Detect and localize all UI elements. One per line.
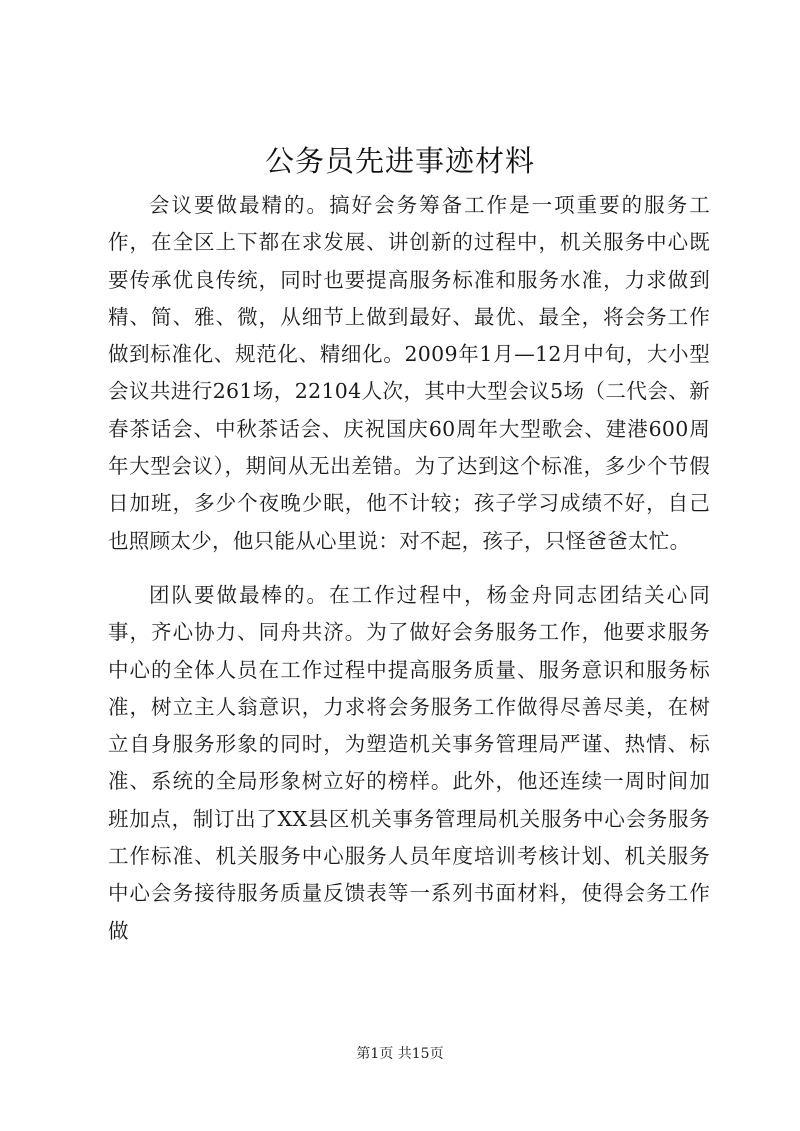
document-title: 公务员先进事迹材料 bbox=[264, 144, 535, 178]
paragraph-meeting: 会议要做最精的。搞好会务筹备工作是一项重要的服务工作，在全区上下都在求发展、讲创新的过程中，机关服务中心既要传承优良传统，同时也要提高服务标准和服务水准，力求做到精、简、雅、微，从细节上做到最好、最优、最全，将会务工作做到标准化、规范化、精细化。2009年1月—12月中旬，大小型会议共进行261场，22104人次，其中大型会议5场（二代会、新春茶话会、中秋茶话会、庆祝国庆60周年大型歌会、建港600周年大型会议），期间从无出差错。为了达到这个标准，多少个节假日加班，多少个夜晚少眠，他不计较；孩子学习成绩不好，自己也照顾太少，他只能从心里说：对不起，孩子，只怪爸爸太忙。 bbox=[108, 193, 710, 553]
page-number-footer: 第1页 共15页 bbox=[356, 1046, 444, 1062]
paragraph-team: 团队要做最棒的。在工作过程中，杨金舟同志团结关心同事，齐心协力、同舟共济。为了做好会务服务工作，他要求服务中心的全体人员在工作过程中提高服务质量、服务意识和服务标准，树立主人翁意识，力求将会务服务工作做得尽善尽美，在树立自身服务形象的同时，为塑造机关事务管理局严谨、热情、标准、系统的全局形象树立好的榜样。此外，他还连续一周时间加班加点，制订出了XX县区机关事务管理局机关服务中心会务服务工作标准、机关服务中心服务人员年度培训考核计划、机关服务中心会务接待服务质量反馈表等一系列书面材料，使得会务工作做 bbox=[108, 582, 710, 943]
document-body bbox=[108, 187, 710, 950]
